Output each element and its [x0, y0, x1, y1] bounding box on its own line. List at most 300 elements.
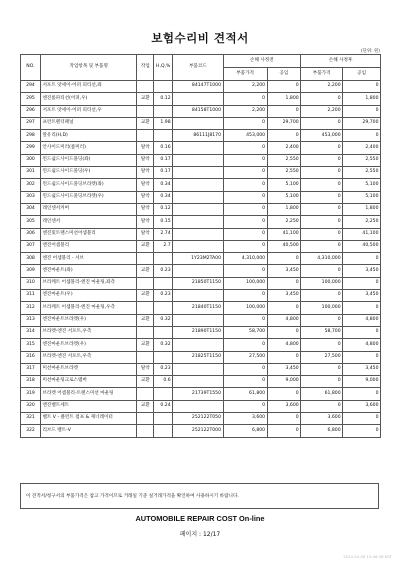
row-hq: 0.23 — [154, 363, 173, 375]
row-work: 탈착 — [137, 167, 154, 179]
row-part-code: 21825T1150 — [173, 351, 223, 363]
table-row — [21, 216, 381, 228]
row-hq: 0.17 — [154, 167, 173, 179]
row-after-labor: 0 — [343, 277, 381, 289]
row-before-part-price: 0 — [223, 228, 267, 240]
row-part-code — [173, 93, 223, 105]
row-before-part-price: 0 — [223, 339, 267, 351]
header-before-labor: 공임 — [267, 68, 301, 81]
row-before-part-price: 100,000 — [223, 277, 267, 289]
row-after-part-price: 0 — [301, 376, 343, 388]
row-part-code — [173, 314, 223, 326]
table-row — [21, 154, 381, 166]
table-row — [21, 376, 381, 388]
row-hq: 0.23 — [154, 265, 173, 277]
row-after-labor: 41,100 — [343, 228, 381, 240]
row-hq: 0.34 — [154, 191, 173, 203]
row-no: 306 — [21, 228, 41, 240]
row-no: 297 — [21, 117, 41, 129]
row-item: 레인센서커버 — [40, 203, 137, 215]
row-before-part-price: 0 — [223, 314, 267, 326]
row-after-part-price: 0 — [301, 240, 343, 252]
row-hq: 2.74 — [154, 228, 173, 240]
row-item: 서포트 앗세이-어퍼 피티션,좌 — [40, 81, 137, 93]
row-after-part-price: 453,000 — [301, 130, 343, 142]
row-item: 브라케트 어셈블리-엔진 마운팅,좌측 — [40, 277, 137, 289]
row-after-part-price: 100,000 — [301, 277, 343, 289]
row-after-part-price: 0 — [301, 216, 343, 228]
row-no: 318 — [21, 376, 41, 388]
row-item: 브라케트 어셈블리-엔진 마운팅,우측 — [40, 302, 137, 314]
row-hq: 0.12 — [154, 93, 173, 105]
row-part-code — [173, 339, 223, 351]
row-after-part-price: 0 — [301, 191, 343, 203]
row-no: 294 — [21, 81, 41, 93]
row-item: 엔진및트랜스미션어셈블리 — [40, 228, 137, 240]
row-hq: 0.32 — [154, 339, 173, 351]
table-row — [21, 314, 381, 326]
row-before-part-price: 0 — [223, 167, 267, 179]
row-after-part-price: 6,800 — [301, 425, 343, 437]
row-after-labor: 3,450 — [343, 265, 381, 277]
row-no: 322 — [21, 425, 41, 437]
header-after-part-price: 부품가격 — [301, 68, 343, 81]
table-row — [21, 302, 381, 314]
table-row — [21, 425, 381, 437]
row-before-labor: 2,400 — [267, 142, 301, 154]
row-part-code: 21890T1150 — [173, 326, 223, 338]
table-row — [21, 81, 381, 93]
row-before-part-price: 0 — [223, 179, 267, 191]
row-work — [137, 413, 154, 425]
row-part-code — [173, 376, 223, 388]
row-before-labor: 0 — [267, 253, 301, 265]
row-hq: 2.7 — [154, 240, 173, 252]
row-hq — [154, 253, 173, 265]
row-hq — [154, 130, 173, 142]
row-after-part-price: 61,800 — [301, 388, 343, 400]
table-row — [21, 179, 381, 191]
table-row — [21, 142, 381, 154]
table-row — [21, 105, 381, 117]
row-after-labor: 0 — [343, 351, 381, 363]
row-no: 314 — [21, 326, 41, 338]
row-no: 319 — [21, 388, 41, 400]
row-work — [137, 302, 154, 314]
row-part-code — [173, 290, 223, 302]
row-after-part-price: 58,700 — [301, 326, 343, 338]
row-no: 301 — [21, 167, 41, 179]
row-no: 312 — [21, 302, 41, 314]
row-work: 탈착 — [137, 216, 154, 228]
row-work: 탈착 — [137, 154, 154, 166]
row-after-labor: 1,800 — [343, 93, 381, 105]
row-before-labor: 0 — [267, 425, 301, 437]
row-item: 앞유리(H,D) — [40, 130, 137, 142]
row-work: 교환 — [137, 290, 154, 302]
row-no: 298 — [21, 130, 41, 142]
row-before-labor: 3,450 — [267, 265, 301, 277]
row-item: 리브드 벨트-V — [40, 425, 137, 437]
row-before-part-price: 0 — [223, 93, 267, 105]
row-no: 321 — [21, 413, 41, 425]
table-row — [21, 203, 381, 215]
table-row — [21, 228, 381, 240]
row-item: 벨트 V - 클런트 펌프 & 제너레이터 — [40, 413, 137, 425]
table-row — [21, 413, 381, 425]
row-before-labor: 0 — [267, 277, 301, 289]
row-before-part-price: 100,000 — [223, 302, 267, 314]
row-item: 레인센서 — [40, 216, 137, 228]
row-before-part-price: 61,800 — [223, 388, 267, 400]
row-before-labor: 4,800 — [267, 339, 301, 351]
row-item: 안사이드미러(룸미러) — [40, 142, 137, 154]
row-hq — [154, 351, 173, 363]
row-item: 엔진어셈블리 — [40, 240, 137, 252]
row-hq: 0.34 — [154, 179, 173, 191]
row-hq — [154, 277, 173, 289]
row-work — [137, 326, 154, 338]
header-part-code: 부품코드 — [173, 55, 223, 81]
row-part-code — [173, 142, 223, 154]
row-after-part-price: 0 — [301, 314, 343, 326]
row-item: 엔진마운트브라켓(우) — [40, 339, 137, 351]
row-hq — [154, 302, 173, 314]
row-part-code: 84158T1000 — [173, 105, 223, 117]
table-row — [21, 117, 381, 129]
row-hq — [154, 413, 173, 425]
row-item: 윈드쉴드사이드몰딩(좌) — [40, 154, 137, 166]
row-work: 탈착 — [137, 228, 154, 240]
row-item: 프런트펜더패널 — [40, 117, 137, 129]
notice-text: 이 견적서/청구서의 부품가격은 참고 가격이므로 거래일 기준 실거래가격을 확인하여 사용하시기 바랍니다. — [26, 494, 239, 499]
row-before-labor: 1,800 — [267, 203, 301, 215]
row-item: 미션마운트브라켓 — [40, 363, 137, 375]
row-after-part-price: 2,200 — [301, 81, 343, 93]
row-after-labor: 1,800 — [343, 203, 381, 215]
row-hq — [154, 388, 173, 400]
row-after-labor: 2,550 — [343, 154, 381, 166]
row-after-labor: 0 — [343, 105, 381, 117]
header-hq: H,Q,% — [154, 55, 173, 81]
row-after-part-price: 0 — [301, 93, 343, 105]
row-item: 브라켓-엔진 서포트,우측 — [40, 326, 137, 338]
table-row — [21, 363, 381, 375]
row-no: 295 — [21, 93, 41, 105]
row-part-code — [173, 400, 223, 412]
row-item: 브라켓-엔진 서포트,우측 — [40, 351, 137, 363]
row-before-part-price: 2,200 — [223, 105, 267, 117]
row-after-labor: 2,400 — [343, 142, 381, 154]
row-before-part-price: 0 — [223, 400, 267, 412]
row-part-code — [173, 191, 223, 203]
row-work — [137, 277, 154, 289]
row-part-code: 252122T050 — [173, 413, 223, 425]
row-work: 탈착 — [137, 179, 154, 191]
row-no: 313 — [21, 314, 41, 326]
row-part-code: 86111J8170 — [173, 130, 223, 142]
row-work — [137, 253, 154, 265]
row-hq: 0.24 — [154, 400, 173, 412]
row-part-code: 84147T1000 — [173, 81, 223, 93]
row-after-part-price: 0 — [301, 117, 343, 129]
row-after-part-price: 0 — [301, 167, 343, 179]
row-before-part-price: 0 — [223, 117, 267, 129]
row-item: 윈드쉴드사이드몰딩(우) — [40, 167, 137, 179]
row-hq: 0.12 — [154, 203, 173, 215]
row-before-part-price: 0 — [223, 265, 267, 277]
row-after-labor: 4,800 — [343, 314, 381, 326]
row-before-part-price: 27,500 — [223, 351, 267, 363]
row-hq: 0.23 — [154, 290, 173, 302]
row-part-code: 1Y23M2TA00 — [173, 253, 223, 265]
row-hq: 0.15 — [154, 216, 173, 228]
row-after-part-price: 0 — [301, 400, 343, 412]
header-no: NO. — [21, 55, 41, 81]
row-item: 엔진마운트(좌) — [40, 265, 137, 277]
table-row — [21, 93, 381, 105]
row-before-labor: 5,100 — [267, 191, 301, 203]
row-work: 교환 — [137, 339, 154, 351]
row-no: 311 — [21, 290, 41, 302]
row-before-labor: 1,800 — [267, 93, 301, 105]
row-after-part-price: 0 — [301, 363, 343, 375]
header-before-group: 손해 사정전 — [223, 55, 301, 68]
row-work: 교환 — [137, 376, 154, 388]
row-after-labor: 0 — [343, 253, 381, 265]
row-hq: 0.6 — [154, 376, 173, 388]
row-part-code — [173, 167, 223, 179]
table-row — [21, 240, 381, 252]
row-before-part-price: 2,200 — [223, 81, 267, 93]
row-before-labor: 0 — [267, 413, 301, 425]
row-work: 탈착 — [137, 203, 154, 215]
row-before-labor: 4,800 — [267, 314, 301, 326]
row-before-labor: 0 — [267, 388, 301, 400]
row-item: 엔진마운트(우) — [40, 290, 137, 302]
row-before-labor: 2,550 — [267, 167, 301, 179]
row-before-part-price: 0 — [223, 142, 267, 154]
table-row — [21, 326, 381, 338]
row-hq — [154, 326, 173, 338]
row-work: 교환 — [137, 240, 154, 252]
row-before-part-price: 0 — [223, 363, 267, 375]
row-before-labor: 5,100 — [267, 179, 301, 191]
row-item: 엔진마운트브라켓(우) — [40, 314, 137, 326]
page-number: 페이지 : 12/17 — [179, 531, 221, 538]
row-hq: 0.32 — [154, 314, 173, 326]
row-hq: 0.16 — [154, 142, 173, 154]
row-no: 296 — [21, 105, 41, 117]
row-before-part-price: 0 — [223, 240, 267, 252]
row-after-part-price: 0 — [301, 154, 343, 166]
row-part-code: 21850T1150 — [173, 277, 223, 289]
row-hq — [154, 81, 173, 93]
table-row — [21, 351, 381, 363]
notice-box — [20, 483, 379, 509]
row-part-code — [173, 240, 223, 252]
estimate-table — [20, 54, 381, 438]
row-part-code — [173, 363, 223, 375]
row-work — [137, 351, 154, 363]
row-after-labor: 40,500 — [343, 240, 381, 252]
row-work: 탈착 — [137, 142, 154, 154]
row-hq — [154, 105, 173, 117]
header-item: 작업항목 및 부품명 — [40, 55, 137, 81]
row-after-labor: 5,100 — [343, 191, 381, 203]
row-work: 교환 — [137, 265, 154, 277]
row-after-part-price: 0 — [301, 265, 343, 277]
row-item: 엔진룸파티션(어퍼,우) — [40, 93, 137, 105]
row-after-labor: 29,700 — [343, 117, 381, 129]
row-item: 엔진벨트세트 — [40, 400, 137, 412]
row-work: 교환 — [137, 117, 154, 129]
row-before-labor: 0 — [267, 105, 301, 117]
row-part-code: 21739T1550 — [173, 388, 223, 400]
row-after-labor: 0 — [343, 425, 381, 437]
header-before-part-price: 부품가격 — [223, 68, 267, 81]
row-part-code — [173, 265, 223, 277]
row-before-part-price: 0 — [223, 154, 267, 166]
table-row — [21, 253, 381, 265]
table-row — [21, 130, 381, 142]
row-before-labor: 9,000 — [267, 376, 301, 388]
row-before-labor: 0 — [267, 326, 301, 338]
row-part-code: 252122T000 — [173, 425, 223, 437]
row-before-part-price: 0 — [223, 216, 267, 228]
row-work — [137, 130, 154, 142]
table-row — [21, 277, 381, 289]
estimate-rows — [21, 81, 381, 438]
row-after-labor: 3,450 — [343, 290, 381, 302]
row-after-part-price: 4,310,000 — [301, 253, 343, 265]
row-after-part-price: 0 — [301, 290, 343, 302]
row-item: 엔진 어셈블리 - 서브 — [40, 253, 137, 265]
row-before-part-price: 6,800 — [223, 425, 267, 437]
row-hq: 0.17 — [154, 154, 173, 166]
row-before-labor: 40,500 — [267, 240, 301, 252]
row-before-part-price: 0 — [223, 203, 267, 215]
row-after-part-price: 100,000 — [301, 302, 343, 314]
row-no: 307 — [21, 240, 41, 252]
row-work — [137, 425, 154, 437]
row-before-labor: 2,550 — [267, 154, 301, 166]
row-after-labor: 0 — [343, 388, 381, 400]
row-no: 317 — [21, 363, 41, 375]
row-part-code — [173, 154, 223, 166]
row-before-labor: 0 — [267, 81, 301, 93]
table-row — [21, 339, 381, 351]
row-before-labor: 3,450 — [267, 290, 301, 302]
row-no: 303 — [21, 191, 41, 203]
row-after-labor: 0 — [343, 326, 381, 338]
document-title: 보험수리비 견적서 — [151, 31, 249, 45]
row-after-part-price: 0 — [301, 142, 343, 154]
row-no: 308 — [21, 253, 41, 265]
header-after-labor: 공임 — [343, 68, 381, 81]
row-work: 탈착 — [137, 191, 154, 203]
row-no: 304 — [21, 203, 41, 215]
table-row — [21, 265, 381, 277]
table-row — [21, 290, 381, 302]
row-before-labor: 41,100 — [267, 228, 301, 240]
row-part-code — [173, 228, 223, 240]
row-after-part-price: 2,200 — [301, 105, 343, 117]
row-before-part-price: 3,600 — [223, 413, 267, 425]
row-after-labor: 0 — [343, 130, 381, 142]
row-part-code — [173, 216, 223, 228]
row-after-labor: 9,000 — [343, 376, 381, 388]
row-before-part-price: 453,000 — [223, 130, 267, 142]
row-after-part-price: 0 — [301, 339, 343, 351]
footer-title: AUTOMOBILE REPAIR COST On-line — [135, 514, 265, 523]
header-work: 작업 — [137, 55, 154, 81]
row-no: 302 — [21, 179, 41, 191]
row-before-labor: 0 — [267, 130, 301, 142]
row-work: 탈착 — [137, 363, 154, 375]
unit-label: (단위: 원) — [360, 49, 380, 54]
row-before-part-price: 4,310,000 — [223, 253, 267, 265]
table-row — [21, 400, 381, 412]
row-before-part-price: 0 — [223, 376, 267, 388]
row-no: 320 — [21, 400, 41, 412]
row-before-labor: 0 — [267, 302, 301, 314]
row-before-labor: 3,450 — [267, 363, 301, 375]
row-part-code: 21840T1150 — [173, 302, 223, 314]
row-item: 서포트 앗세이-어퍼 피티션,우 — [40, 105, 137, 117]
row-item: 브라켓 어셈블리-트랜스미션 마운팅 — [40, 388, 137, 400]
row-no: 316 — [21, 351, 41, 363]
header-after-group: 손해 사정후 — [301, 55, 381, 68]
row-before-labor: 0 — [267, 351, 301, 363]
print-timestamp: 2024-04-09 15:46:36 KST — [343, 554, 392, 559]
row-after-part-price: 3,600 — [301, 413, 343, 425]
row-no: 299 — [21, 142, 41, 154]
row-before-part-price: 58,700 — [223, 326, 267, 338]
row-after-part-price: 0 — [301, 203, 343, 215]
row-after-part-price: 0 — [301, 179, 343, 191]
row-after-labor: 0 — [343, 302, 381, 314]
row-after-labor: 2,250 — [343, 216, 381, 228]
row-after-labor: 0 — [343, 413, 381, 425]
row-work — [137, 81, 154, 93]
row-before-part-price: 0 — [223, 191, 267, 203]
row-no: 315 — [21, 339, 41, 351]
row-after-labor: 5,100 — [343, 179, 381, 191]
row-before-labor: 2,250 — [267, 216, 301, 228]
row-part-code — [173, 179, 223, 191]
row-no: 305 — [21, 216, 41, 228]
row-part-code — [173, 203, 223, 215]
row-after-labor: 3,450 — [343, 363, 381, 375]
row-item: 윈드쉴드사이드몰딩브라켓(좌) — [40, 179, 137, 191]
row-after-labor: 0 — [343, 81, 381, 93]
row-hq — [154, 425, 173, 437]
row-item: 미션마운팅크로스멤버 — [40, 376, 137, 388]
row-before-labor: 29,700 — [267, 117, 301, 129]
row-work: 교환 — [137, 93, 154, 105]
row-before-labor: 3,600 — [267, 400, 301, 412]
row-work — [137, 105, 154, 117]
row-after-part-price: 0 — [301, 228, 343, 240]
row-work — [137, 388, 154, 400]
table-row — [21, 167, 381, 179]
row-no: 309 — [21, 265, 41, 277]
row-no: 300 — [21, 154, 41, 166]
row-no: 310 — [21, 277, 41, 289]
table-row — [21, 388, 381, 400]
row-item: 윈드쉴드사이드몰딩브라켓(우) — [40, 191, 137, 203]
